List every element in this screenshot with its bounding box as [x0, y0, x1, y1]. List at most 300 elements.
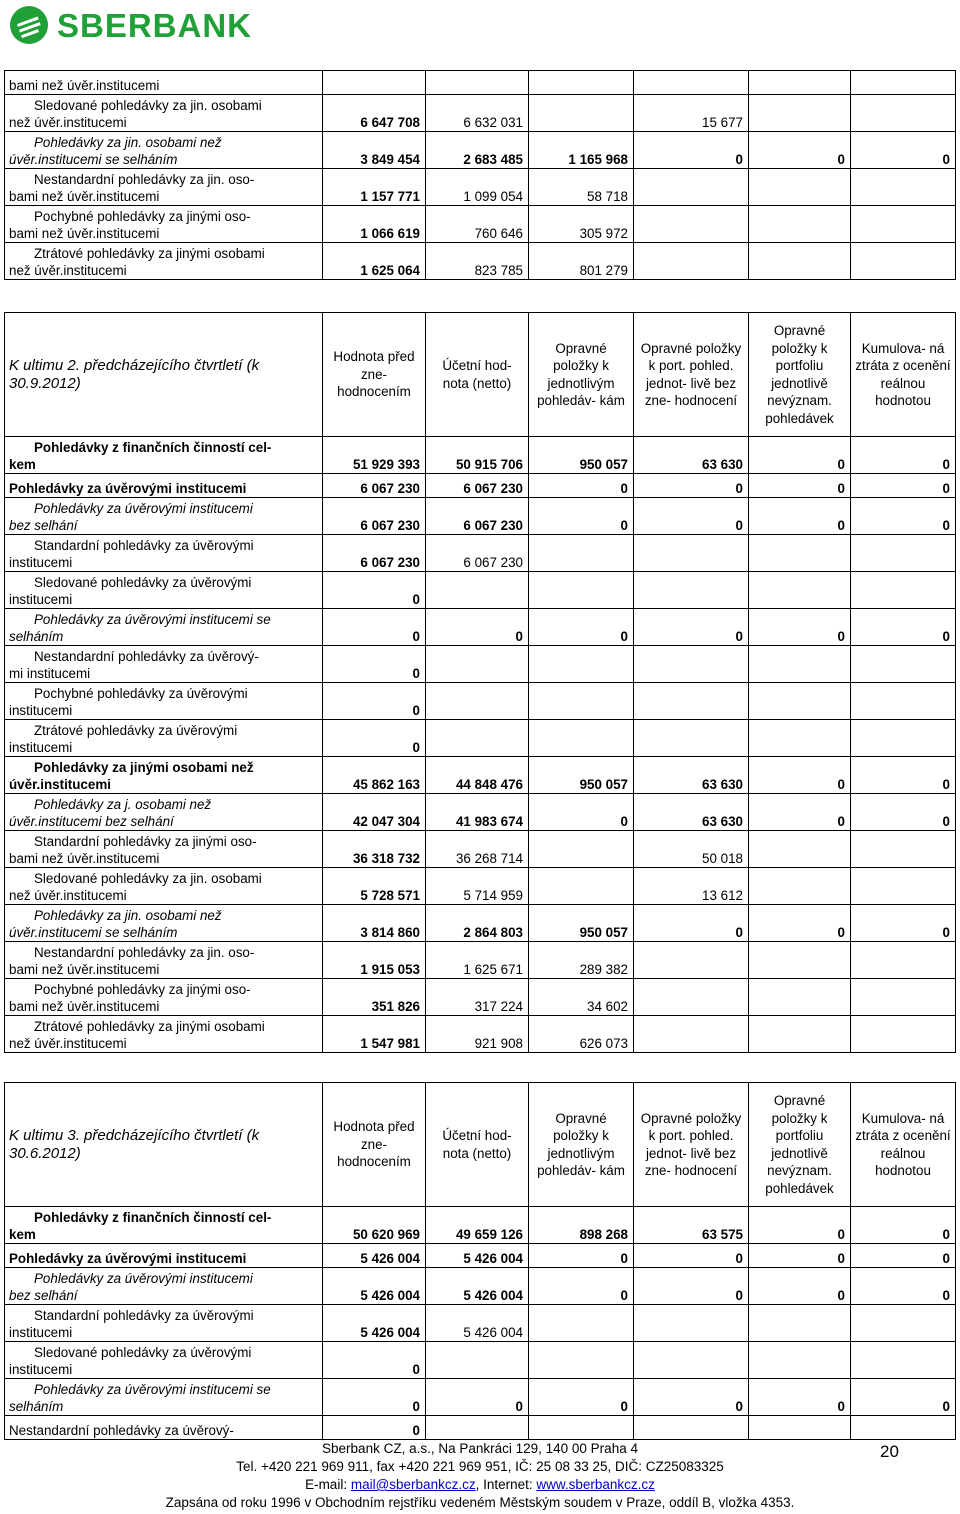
table-cell — [851, 1342, 956, 1379]
table-row — [5, 169, 956, 206]
table-cell: 0 — [323, 1416, 426, 1440]
row-label — [5, 868, 323, 905]
row-label-line: Sledované pohledávky za úvěrovými — [34, 1345, 252, 1360]
row-label-line: bami než úvěr.institucemi — [9, 851, 160, 866]
table-cell — [529, 1342, 634, 1379]
row-label — [5, 979, 323, 1016]
column-header: Kumulova- ná ztráta z ocenění reálnou hodnotou — [851, 1083, 956, 1207]
row-label-line: institucemi — [9, 1325, 73, 1340]
row-label — [5, 1207, 323, 1244]
table-row — [5, 942, 956, 979]
row-label — [5, 1016, 323, 1053]
table-row — [5, 474, 956, 498]
table-cell — [426, 646, 529, 683]
table-cell — [749, 831, 851, 868]
table-header-row — [5, 313, 956, 437]
table-cell: 0 — [529, 1379, 634, 1416]
table-cell: 0 — [323, 609, 426, 646]
row-label-line: než úvěr.institucemi — [9, 888, 127, 903]
table-cell — [749, 169, 851, 206]
table-row — [5, 1244, 956, 1268]
table-cell: 3 814 860 — [323, 905, 426, 942]
column-header: Hodnota před zne- hodnocením — [323, 1083, 426, 1207]
row-label-line: Sledované pohledávky za úvěrovými — [34, 575, 252, 590]
table-cell — [634, 646, 749, 683]
row-label — [5, 1268, 323, 1305]
table-cell: 0 — [634, 609, 749, 646]
table-cell — [851, 206, 956, 243]
row-label-line: Pohledávky za úvěrovými institucemi — [34, 1271, 253, 1286]
table-cell: 0 — [426, 609, 529, 646]
row-label — [5, 71, 323, 95]
footer-internet-label: , Internet: — [475, 1477, 537, 1492]
table-cell: 45 862 163 — [323, 757, 426, 794]
table-cell: 1 625 671 — [426, 942, 529, 979]
table-period-label: K ultimu 2. předcházejícího čtvrtletí (k 30.9.2012) — [5, 313, 323, 437]
table-cell — [529, 831, 634, 868]
table-row — [5, 572, 956, 609]
table-cell: 0 — [634, 498, 749, 535]
sberbank-logo-icon — [9, 5, 49, 45]
table-cell — [749, 1416, 851, 1440]
table-cell: 0 — [749, 498, 851, 535]
table-cell: 5 426 004 — [426, 1244, 529, 1268]
row-label — [5, 942, 323, 979]
table-cell: 0 — [749, 1207, 851, 1244]
table-cell: 0 — [749, 757, 851, 794]
table-cell — [749, 868, 851, 905]
table-cell: 1 915 053 — [323, 942, 426, 979]
table-row — [5, 535, 956, 572]
row-label — [5, 1342, 323, 1379]
row-label — [5, 535, 323, 572]
row-label — [5, 1416, 323, 1440]
row-label-line: Pohledávky za jinými osobami než — [34, 760, 254, 775]
footer-email-link[interactable]: mail@sberbankcz.cz — [350, 1477, 476, 1492]
table-cell — [851, 868, 956, 905]
table-cell — [529, 1416, 634, 1440]
table-cell: 0 — [634, 132, 749, 169]
column-header: Opravné položky k portfoliu jednotlivě nevýznam. pohledávek — [749, 1083, 851, 1207]
row-label-line: kem — [9, 457, 36, 472]
row-label-line: bami než úvěr.institucemi — [9, 226, 160, 241]
row-label-line: institucemi — [9, 703, 73, 718]
table-cell — [851, 169, 956, 206]
table-cell — [634, 1416, 749, 1440]
table-cell — [529, 572, 634, 609]
table-cell — [529, 71, 634, 95]
table-cell — [634, 1016, 749, 1053]
table-cell: 0 — [851, 1379, 956, 1416]
row-label-line: institucemi — [9, 555, 73, 570]
row-label-line: úvěr.institucemi se selháním — [9, 925, 178, 940]
column-header: Účetní hod- nota (netto) — [426, 313, 529, 437]
table-row — [5, 1416, 956, 1440]
table-cell — [851, 831, 956, 868]
table-cell: 63 630 — [634, 794, 749, 831]
table-cell — [749, 1305, 851, 1342]
table-cell: 63 630 — [634, 437, 749, 474]
table-cell: 5 426 004 — [426, 1268, 529, 1305]
table-cell: 0 — [749, 794, 851, 831]
table-cell: 0 — [749, 437, 851, 474]
row-label-line: Standardní pohledávky za jinými oso- — [34, 834, 257, 849]
table-row — [5, 720, 956, 757]
table-cell: 0 — [749, 905, 851, 942]
table-cell — [749, 71, 851, 95]
table-cell: 44 848 476 — [426, 757, 529, 794]
table-row — [5, 905, 956, 942]
table-cell — [851, 942, 956, 979]
table-cell — [529, 646, 634, 683]
table-row — [5, 132, 956, 169]
table-q3-prior-quarter — [4, 1082, 956, 1440]
table-cell: 6 067 230 — [323, 474, 426, 498]
row-label — [5, 646, 323, 683]
row-label — [5, 206, 323, 243]
table-cell: 6 647 708 — [323, 95, 426, 132]
row-label-line: Pohledávky za jin. osobami než — [34, 135, 222, 150]
table-cell: 49 659 126 — [426, 1207, 529, 1244]
table-cell: 0 — [323, 1379, 426, 1416]
footer-registration: Zapsána od roku 1996 v Obchodním rejstříku vedeném Městským soudem v Praze, oddíl B, vložka 4353. — [165, 1495, 795, 1510]
row-label-line: Ztrátové pohledávky za jinými osobami — [34, 246, 265, 261]
column-header: Opravné položky k jednotlivým pohledáv- kám — [529, 313, 634, 437]
row-label-line: Pohledávky z finančních činností cel- — [34, 1210, 272, 1225]
table-cell: 317 224 — [426, 979, 529, 1016]
table-cell: 823 785 — [426, 243, 529, 280]
row-label-line: Pohledávky za jin. osobami než — [34, 908, 222, 923]
table-cell — [529, 868, 634, 905]
column-header: Opravné položky k portfoliu jednotlivě nevýznam. pohledávek — [749, 313, 851, 437]
row-label — [5, 609, 323, 646]
table-cell: 0 — [323, 720, 426, 757]
row-label-line: úvěr.institucemi se selháním — [9, 152, 178, 167]
table-cell: 1 157 771 — [323, 169, 426, 206]
table-cell: 0 — [851, 1207, 956, 1244]
table-cell — [634, 979, 749, 1016]
row-label-line: Standardní pohledávky za úvěrovými — [34, 538, 254, 553]
table-cell: 63 630 — [634, 757, 749, 794]
table-cell: 6 067 230 — [426, 498, 529, 535]
table-cell — [749, 535, 851, 572]
table-cell: 50 915 706 — [426, 437, 529, 474]
table-receivables-continued — [4, 70, 956, 280]
table-row — [5, 757, 956, 794]
row-label-line: mi institucemi — [9, 666, 91, 681]
table-cell: 5 714 959 — [426, 868, 529, 905]
table-cell — [634, 206, 749, 243]
table-cell: 36 318 732 — [323, 831, 426, 868]
table-cell — [323, 71, 426, 95]
table-cell: 3 849 454 — [323, 132, 426, 169]
table-cell: 42 047 304 — [323, 794, 426, 831]
row-label-line: institucemi — [9, 592, 73, 607]
table-cell: 0 — [749, 474, 851, 498]
table-cell: 921 908 — [426, 1016, 529, 1053]
table-cell: 0 — [634, 1268, 749, 1305]
row-label-line: Pohledávky z finančních činností cel- — [34, 440, 272, 455]
row-label — [5, 95, 323, 132]
row-label-line: Ztrátové pohledávky za jinými osobami — [34, 1019, 265, 1034]
table-cell — [426, 71, 529, 95]
footer-address: Sberbank CZ, a.s., Na Pankráci 129, 140 00 Praha 4 — [322, 1441, 638, 1456]
table-cell: 950 057 — [529, 437, 634, 474]
row-label-line: Pohledávky za úvěrovými institucemi se — [34, 1382, 271, 1397]
row-label-line: Sledované pohledávky za jin. osobami — [34, 98, 262, 113]
table-cell: 0 — [749, 609, 851, 646]
table-cell: 41 983 674 — [426, 794, 529, 831]
table-row — [5, 794, 956, 831]
table-cell — [426, 572, 529, 609]
table-cell: 58 718 — [529, 169, 634, 206]
row-label — [5, 437, 323, 474]
table-cell: 36 268 714 — [426, 831, 529, 868]
table-cell: 0 — [851, 609, 956, 646]
table-cell — [851, 572, 956, 609]
table-cell: 1 547 981 — [323, 1016, 426, 1053]
row-label — [5, 498, 323, 535]
column-header: Účetní hod- nota (netto) — [426, 1083, 529, 1207]
table-cell: 950 057 — [529, 905, 634, 942]
table-cell: 5 728 571 — [323, 868, 426, 905]
table-cell — [749, 942, 851, 979]
row-label — [5, 757, 323, 794]
table-cell: 50 620 969 — [323, 1207, 426, 1244]
table-cell: 0 — [851, 1268, 956, 1305]
table-cell — [851, 683, 956, 720]
table-cell: 0 — [634, 1379, 749, 1416]
table-cell: 0 — [529, 498, 634, 535]
table-cell: 34 602 — [529, 979, 634, 1016]
footer-internet-link[interactable]: www.sberbankcz.cz — [536, 1477, 655, 1492]
column-header: Hodnota před zne- hodnocením — [323, 313, 426, 437]
table-cell — [749, 1016, 851, 1053]
table-cell — [749, 206, 851, 243]
table-cell — [634, 572, 749, 609]
table-cell — [749, 646, 851, 683]
table-row — [5, 683, 956, 720]
table-cell — [634, 1342, 749, 1379]
column-header: Opravné položky k port. pohled. jednot- livě bez zne- hodnocení — [634, 1083, 749, 1207]
row-label-line: Standardní pohledávky za úvěrovými — [34, 1308, 254, 1323]
row-label-line: bami než úvěr.institucemi — [9, 999, 160, 1014]
table-cell: 5 426 004 — [323, 1305, 426, 1342]
table-cell — [851, 243, 956, 280]
table-cell: 1 099 054 — [426, 169, 529, 206]
table-cell: 950 057 — [529, 757, 634, 794]
table-cell: 0 — [851, 794, 956, 831]
table-cell — [851, 535, 956, 572]
column-header: Opravné položky k jednotlivým pohledáv- kám — [529, 1083, 634, 1207]
row-label-line: Pochybné pohledávky za jinými oso- — [34, 982, 251, 997]
table-row — [5, 1342, 956, 1379]
table-cell: 6 067 230 — [426, 474, 529, 498]
row-label-line: institucemi — [9, 1362, 73, 1377]
table-row — [5, 71, 956, 95]
table-row — [5, 609, 956, 646]
table-cell: 0 — [851, 1244, 956, 1268]
table-cell: 6 067 230 — [323, 535, 426, 572]
table-cell: 0 — [749, 1379, 851, 1416]
table-cell — [749, 95, 851, 132]
table-cell — [529, 720, 634, 757]
table-cell: 0 — [529, 474, 634, 498]
table-cell: 898 268 — [529, 1207, 634, 1244]
table-row — [5, 1016, 956, 1053]
table-cell — [634, 1305, 749, 1342]
table-cell — [529, 535, 634, 572]
table-cell: 0 — [851, 905, 956, 942]
table-cell: 13 612 — [634, 868, 749, 905]
table-cell: 0 — [426, 1379, 529, 1416]
table-cell — [749, 683, 851, 720]
row-label-line: Nestandardní pohledávky za úvěrový- — [34, 649, 259, 664]
table-cell: 0 — [749, 1268, 851, 1305]
table-cell: 0 — [749, 132, 851, 169]
row-label — [5, 243, 323, 280]
table-cell: 5 426 004 — [323, 1244, 426, 1268]
row-label-line: Nestandardní pohledávky za úvěrový- — [9, 1423, 234, 1438]
table-cell — [749, 1342, 851, 1379]
table-cell — [851, 979, 956, 1016]
row-label — [5, 169, 323, 206]
row-label-line: bez selhání — [9, 1288, 78, 1303]
footer-email-label: E-mail: — [305, 1477, 351, 1492]
table-row — [5, 1379, 956, 1416]
row-label-line: Pohledávky za úvěrovými institucemi — [9, 1251, 247, 1266]
table-cell — [529, 95, 634, 132]
row-label — [5, 905, 323, 942]
row-label-line: bez selhání — [9, 518, 78, 533]
column-header: Opravné položky k port. pohled. jednot- livě bez zne- hodnocení — [634, 313, 749, 437]
table-cell: 0 — [851, 132, 956, 169]
table-q2-prior-quarter — [4, 312, 956, 1053]
table-cell: 2 864 803 — [426, 905, 529, 942]
row-label-line: než úvěr.institucemi — [9, 115, 127, 130]
row-label-line: úvěr.institucemi bez selhání — [9, 814, 174, 829]
row-label — [5, 1379, 323, 1416]
table-cell — [634, 535, 749, 572]
table-cell — [851, 95, 956, 132]
table-cell: 5 426 004 — [426, 1305, 529, 1342]
table-cell — [634, 942, 749, 979]
table-cell — [529, 1305, 634, 1342]
table-cell: 0 — [529, 1268, 634, 1305]
footer — [0, 1440, 960, 1512]
table-cell: 0 — [851, 757, 956, 794]
table-cell — [851, 1016, 956, 1053]
table-row — [5, 831, 956, 868]
table-cell: 1 066 619 — [323, 206, 426, 243]
table-cell — [634, 720, 749, 757]
table-row — [5, 1207, 956, 1244]
row-label-line: institucemi — [9, 740, 73, 755]
table-cell: 63 575 — [634, 1207, 749, 1244]
table-cell: 0 — [529, 1244, 634, 1268]
row-label — [5, 794, 323, 831]
row-label — [5, 683, 323, 720]
table-cell — [529, 683, 634, 720]
row-label-line: Nestandardní pohledávky za jin. oso- — [34, 945, 255, 960]
table-cell — [426, 683, 529, 720]
table-cell — [851, 646, 956, 683]
row-label-line: Pochybné pohledávky za úvěrovými — [34, 686, 248, 701]
table-cell — [851, 71, 956, 95]
table-cell: 1 165 968 — [529, 132, 634, 169]
table-cell — [851, 1305, 956, 1342]
row-label-line: selháním — [9, 629, 64, 644]
table-cell: 0 — [323, 683, 426, 720]
table-row — [5, 498, 956, 535]
page-number: 20 — [880, 1442, 899, 1461]
table-row — [5, 646, 956, 683]
sberbank-logo — [9, 4, 252, 46]
table-cell: 15 677 — [634, 95, 749, 132]
table-cell — [749, 243, 851, 280]
table-period-label: K ultimu 3. předcházejícího čtvrtletí (k 30.6.2012) — [5, 1083, 323, 1207]
row-label-line: Pohledávky za j. osobami než — [34, 797, 212, 812]
table-cell — [634, 683, 749, 720]
row-label-line: úvěr.institucemi — [9, 777, 111, 792]
table-cell: 289 382 — [529, 942, 634, 979]
table-cell: 1 625 064 — [323, 243, 426, 280]
table-cell — [426, 720, 529, 757]
row-label-line: bami než úvěr.institucemi — [9, 189, 160, 204]
row-label-line: Pohledávky za úvěrovými institucemi se — [34, 612, 271, 627]
row-label — [5, 474, 323, 498]
row-label-line: Nestandardní pohledávky za jin. oso- — [34, 172, 255, 187]
table-header-row — [5, 1083, 956, 1207]
table-cell — [749, 572, 851, 609]
table-cell — [851, 1416, 956, 1440]
table-cell — [851, 720, 956, 757]
row-label-line: kem — [9, 1227, 36, 1242]
table-row — [5, 979, 956, 1016]
row-label — [5, 1305, 323, 1342]
table-cell — [426, 1416, 529, 1440]
table-cell: 0 — [851, 474, 956, 498]
table-cell: 351 826 — [323, 979, 426, 1016]
table-cell — [634, 169, 749, 206]
table-cell: 6 067 230 — [323, 498, 426, 535]
table-cell: 760 646 — [426, 206, 529, 243]
table-cell — [634, 243, 749, 280]
row-label — [5, 720, 323, 757]
row-label-line: bami než úvěr.institucemi — [9, 962, 160, 977]
table-cell: 626 073 — [529, 1016, 634, 1053]
table-row — [5, 1268, 956, 1305]
table-row — [5, 243, 956, 280]
table-row — [5, 206, 956, 243]
table-cell: 50 018 — [634, 831, 749, 868]
row-label — [5, 572, 323, 609]
table-row — [5, 868, 956, 905]
table-cell: 0 — [323, 572, 426, 609]
table-cell: 0 — [323, 1342, 426, 1379]
table-cell: 2 683 485 — [426, 132, 529, 169]
logo-text: SBERBANK — [57, 6, 253, 44]
row-label-line: selháním — [9, 1399, 64, 1414]
table-cell: 0 — [851, 498, 956, 535]
table-cell: 0 — [634, 474, 749, 498]
table-cell — [634, 71, 749, 95]
table-cell: 51 929 393 — [323, 437, 426, 474]
row-label-line: Pochybné pohledávky za jinými oso- — [34, 209, 251, 224]
table-cell: 6 067 230 — [426, 535, 529, 572]
table-cell: 801 279 — [529, 243, 634, 280]
table-row — [5, 437, 956, 474]
